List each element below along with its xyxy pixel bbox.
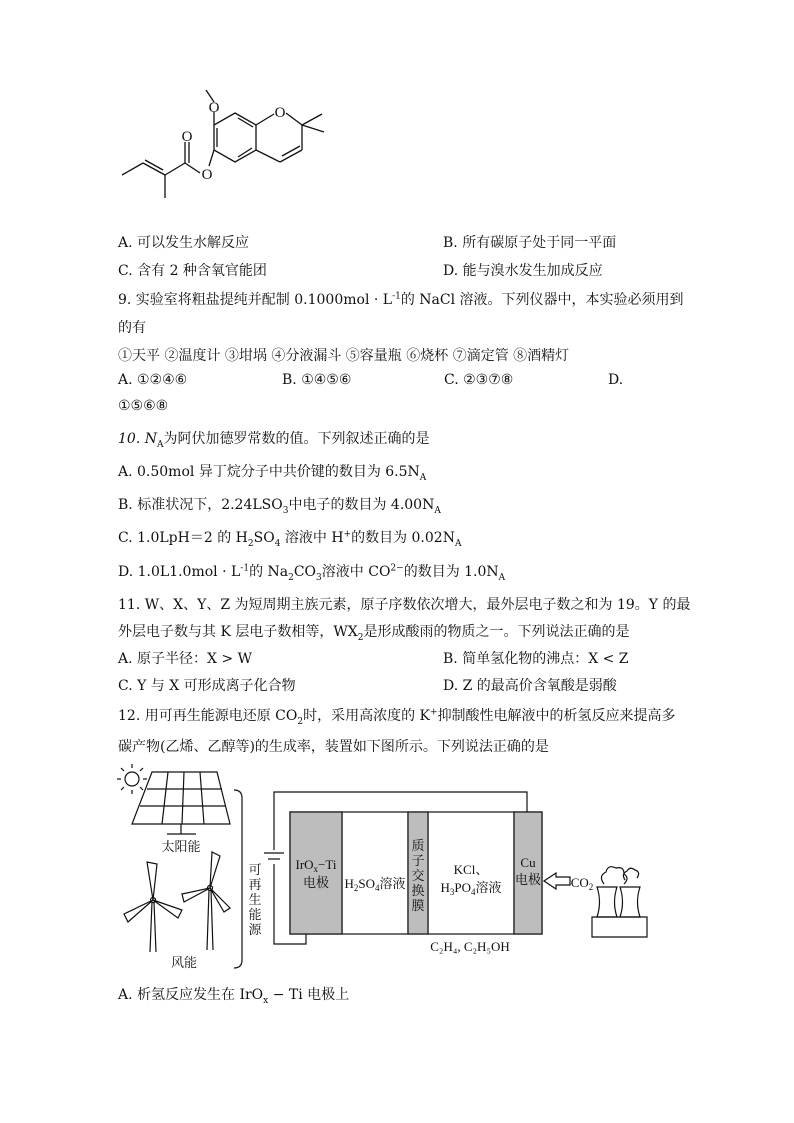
q9-option-b: B. ①④⑤⑥ bbox=[282, 372, 352, 388]
sun-icon bbox=[117, 764, 147, 794]
left-electrode-label-2: 电极 bbox=[302, 875, 330, 890]
q9-option-a: A. ①②④⑥ bbox=[118, 372, 188, 388]
renewable-source-label bbox=[248, 862, 262, 937]
wind-turbine-icon bbox=[182, 852, 230, 950]
svg-text:源: 源 bbox=[248, 922, 262, 937]
q11-option-a: A. 原子半径：X > W bbox=[118, 651, 252, 667]
q8-option-b: B. 所有碳原子处于同一平面 bbox=[443, 235, 617, 251]
electrolysis-apparatus-diagram bbox=[112, 762, 672, 977]
right-electrode-label: Cu bbox=[520, 855, 536, 870]
catholyte-label-2: $H_3PO_4$溶液 bbox=[440, 880, 502, 897]
q10-option-c: C. 1.0LpH＝2 的 $H_2SO_4$ 溶液中 H+的数目为 $0.02N_A$ bbox=[118, 529, 462, 549]
factory-icon bbox=[592, 867, 647, 937]
svg-text:子: 子 bbox=[411, 853, 425, 868]
svg-text:换: 换 bbox=[411, 883, 425, 898]
membrane-label bbox=[411, 838, 424, 913]
q12-option-a: A. 析氢反应发生在 IrO$_x$ − Ti 电极上 bbox=[118, 987, 350, 1006]
svg-text:质: 质 bbox=[411, 838, 425, 853]
catholyte-label: KCl、 bbox=[453, 862, 489, 877]
q8-option-a: A. 可以发生水解反应 bbox=[118, 235, 250, 251]
q9-option-c: C. ②③⑦⑧ bbox=[444, 372, 514, 388]
q9-stem-cont: 的有 bbox=[118, 320, 146, 336]
molecule-structure bbox=[110, 88, 350, 208]
solar-panel-icon bbox=[132, 772, 230, 834]
anolyte-label: $H_2SO_4$溶液 bbox=[344, 876, 406, 893]
benzene-ring bbox=[214, 113, 256, 162]
q8-option-d: D. 能与溴水发生加成反应 bbox=[443, 263, 603, 279]
products-label: C₂H₄, C₂H₅OH bbox=[430, 939, 510, 954]
co2-label: $CO_2$ bbox=[570, 875, 594, 892]
q11-stem-cont: 外层电子数与其 K 层电子数相等，$WX_2$是形成酸雨的物质之一。下列说法正确的是 bbox=[118, 624, 630, 643]
q10-option-b: B. 标准状况下，$2.24LSO_3$中电子的数目为 $4.00N_A$ bbox=[118, 497, 441, 516]
q11-option-d: D. Z 的最高价含氧酸是弱酸 bbox=[443, 678, 617, 694]
svg-text:膜: 膜 bbox=[411, 898, 425, 913]
ring-oxygen: O bbox=[274, 105, 286, 121]
q12-stem: 12. 用可再生能源电还原 $CO_2$时，采用高浓度的 K+抑制酸性电解液中的析氢反应来提高多 bbox=[118, 707, 676, 727]
methoxy-oxygen: O bbox=[208, 100, 220, 116]
q11-option-b: B. 简单氢化物的沸点：X < Z bbox=[443, 651, 629, 667]
wind-label: 风能 bbox=[170, 955, 198, 970]
q10-option-d: D. $1.0L1.0mol \cdot L^{-1}$的 $Na_2CO_3$溶液中 $CO^{2-}$的数目为 $1.0N_A$ bbox=[118, 563, 506, 583]
svg-text:再: 再 bbox=[248, 877, 262, 892]
svg-text:可: 可 bbox=[248, 862, 262, 877]
q12-stem-cont: 碳产物(乙烯、乙醇等)的生成率，装置如下图所示。下列说法正确的是 bbox=[118, 739, 549, 755]
svg-text:交: 交 bbox=[411, 868, 425, 883]
q10-option-a: A. 0.50mol 异丁烷分子中共价键的数目为 $6.5N_A$ bbox=[118, 464, 427, 483]
ester-oxygen: O bbox=[201, 167, 213, 183]
wind-turbine-icon bbox=[124, 862, 182, 952]
q9-stem: 9. 实验室将粗盐提纯并配制 $0.1000mol \cdot L^{-1}$的 NaCl 溶液。下列仪器中，本实验必须用到 bbox=[118, 291, 684, 308]
q9-option-d-content: ①⑤⑥⑧ bbox=[118, 398, 169, 414]
q8-option-c: C. 含有 2 种含氧官能团 bbox=[118, 263, 267, 279]
q11-option-c: C. Y 与 X 可形成离子化合物 bbox=[118, 678, 296, 694]
solar-label: 太阳能 bbox=[161, 839, 201, 854]
svg-text:生: 生 bbox=[248, 892, 262, 907]
svg-text:能: 能 bbox=[248, 907, 262, 922]
carbonyl-oxygen: O bbox=[181, 129, 193, 145]
q9-items: ①天平 ②温度计 ③坩埚 ④分液漏斗 ⑤容量瓶 ⑥烧杯 ⑦滴定管 ⑧酒精灯 bbox=[118, 348, 570, 364]
left-electrode-label: IrO$_x$−Ti bbox=[295, 857, 337, 874]
q10-stem: 10. $N_A$为阿伏加德罗常数的值。下列叙述正确的是 bbox=[118, 431, 430, 450]
q9-option-d: D. bbox=[608, 372, 624, 388]
right-electrode-label-2: 电极 bbox=[514, 872, 542, 887]
co2-arrow-icon bbox=[544, 873, 570, 889]
q11-stem: 11. W、X、Y、Z 为短周期主族元素，原子序数依次增大，最外层电子数之和为 19。Y 的最 bbox=[118, 597, 691, 613]
